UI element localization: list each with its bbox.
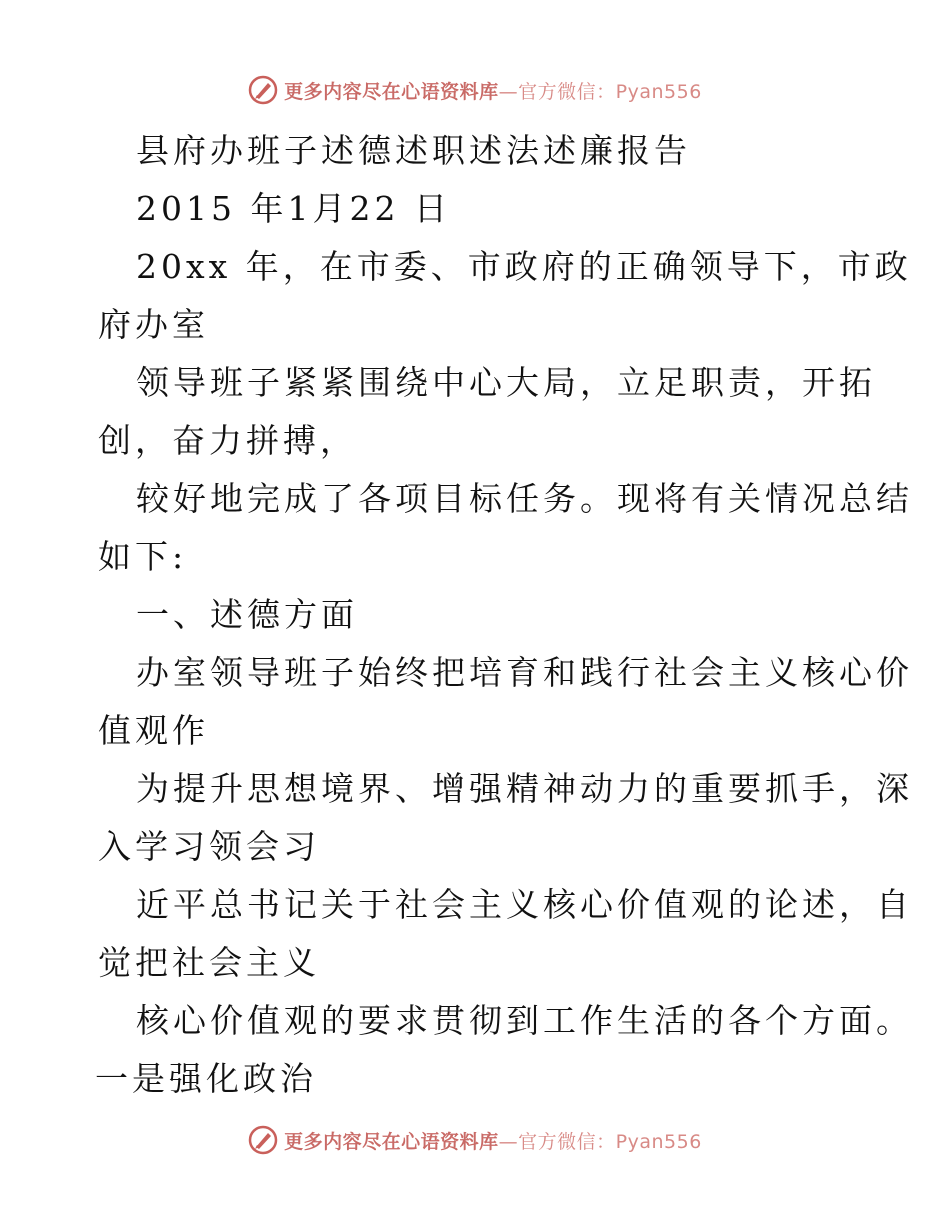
paragraph-line: 领导班子紧紧围绕中心大局，立足职责，开拓 — [136, 363, 876, 402]
paragraph-line: 值观作 — [98, 711, 209, 750]
paragraph-line: 入学习领会习 — [98, 827, 320, 866]
document-date: 2015 年1月22 日 — [136, 189, 451, 228]
paragraph-line: 近平总书记关于社会主义核心价值观的论述，自 — [136, 885, 913, 924]
paragraph-line: 为提升思想境界、增强精神动力的重要抓手，深 — [136, 769, 913, 808]
watermark-separator: — — [498, 80, 519, 103]
paragraph-line: 如下: — [98, 537, 188, 576]
document-body — [95, 122, 913, 1108]
paragraph-line: 府办室 — [98, 305, 209, 344]
paragraph-line: 创，奋力拼搏， — [98, 421, 357, 460]
pen-logo-icon — [248, 1125, 278, 1155]
pen-logo-icon — [248, 75, 278, 105]
watermark-site-text: 更多内容尽在心语资料库 — [284, 80, 499, 103]
paragraph-line: 20xx 年，在市委、市政府的正确领导下，市政 — [136, 247, 912, 286]
paragraph-line: 较好地完成了各项目标任务。现将有关情况总结 — [136, 479, 913, 518]
header-watermark — [0, 70, 950, 110]
paragraph-line: 觉把社会主义 — [98, 943, 320, 982]
watermark-contact-text: 官方微信：Pyan556 — [518, 80, 702, 103]
section-heading: 一、述德方面 — [136, 595, 358, 634]
paragraph-line: 办室领导班子始终把培育和践行社会主义核心价 — [136, 653, 913, 692]
watermark-site-text: 更多内容尽在心语资料库 — [284, 1130, 499, 1153]
paragraph-line: 核心价值观的要求贯彻到工作生活的各个方面。 — [136, 1001, 913, 1040]
footer-watermark — [0, 1120, 950, 1160]
watermark-contact-text: 官方微信：Pyan556 — [518, 1130, 702, 1153]
watermark-separator: — — [498, 1130, 519, 1153]
document-title: 县府办班子述德述职述法述廉报告 — [136, 131, 691, 170]
paragraph-line: 一是强化政治 — [95, 1059, 317, 1098]
